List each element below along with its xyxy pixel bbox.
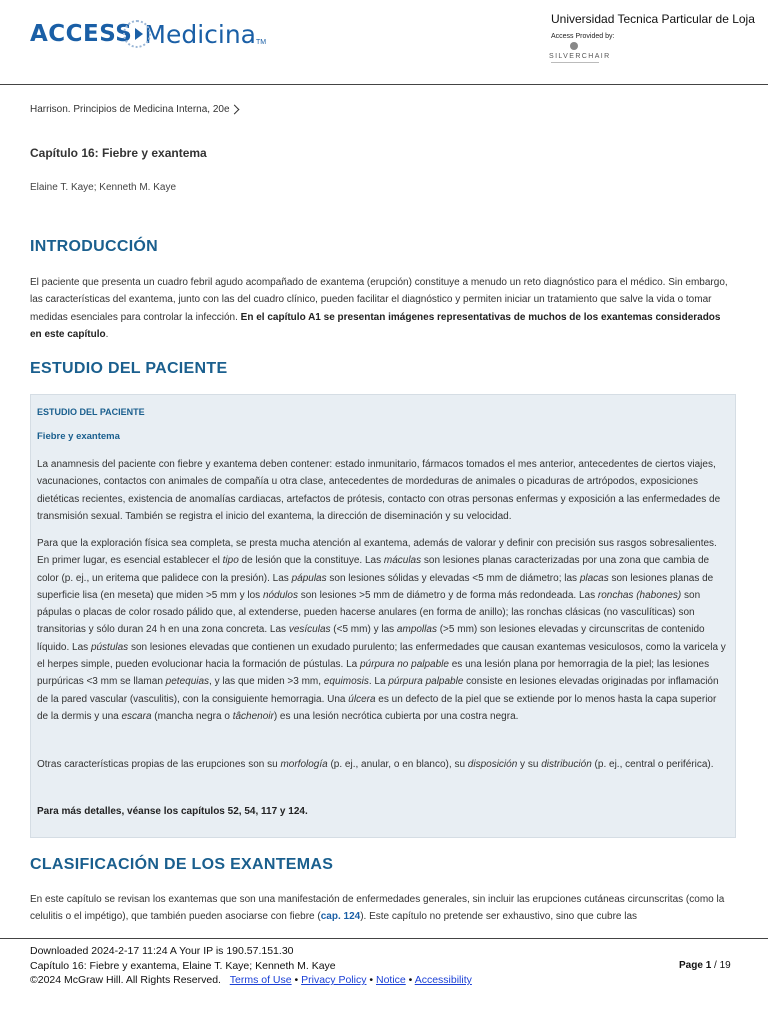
- text-segment: es un defecto de la piel que se extiende por lo menos hasta la capa superior de la dermis y una: [37, 693, 717, 722]
- text-segment: es una lesión plana por hemorragia de la piel; las lesiones purpúricas <3 mm se llaman: [37, 659, 710, 688]
- box-subheading: Fiebre y exantema: [37, 431, 120, 442]
- box-heading: ESTUDIO DEL PACIENTE: [37, 407, 145, 417]
- institution-name: Universidad Tecnica Particular de Loja: [551, 12, 755, 26]
- italic-term: ronchas (habones): [597, 589, 682, 601]
- clasificacion-text-b: ). Este capítulo no pretende ser exhaustivo, sino que cubre las: [360, 911, 638, 923]
- italic-term: ampollas: [396, 624, 437, 636]
- approach-box: [30, 394, 736, 838]
- text-segment: son lesiones sólidas y elevadas <5 mm de diámetro; las: [326, 572, 580, 584]
- terms-of-use-link[interactable]: Terms of Use: [229, 974, 292, 986]
- italic-term: escara: [121, 710, 152, 722]
- text-segment: son lesiones planas de superficie lisa (en meseta) que miden >5 mm y los: [37, 572, 714, 601]
- chapter-authors: Elaine T. Kaye; Kenneth M. Kaye: [30, 182, 177, 193]
- silverchair-underline: [551, 62, 599, 63]
- italic-term: equimosis: [323, 676, 369, 688]
- logo-access-text: ACCESS: [30, 21, 133, 47]
- text-segment: de lesión que la constituye. Las: [238, 555, 384, 567]
- silverchair-logo-icon: [570, 42, 578, 50]
- notice-link[interactable]: Notice: [375, 974, 406, 986]
- box-paragraph-2: [37, 535, 727, 725]
- text-segment: (p. ej., central o periférica).: [591, 759, 714, 770]
- intro-paragraph: [30, 274, 730, 343]
- breadcrumb-book[interactable]: Harrison. Principios de Medicina Interna, 20e: [30, 104, 230, 115]
- chevron-right-icon: [229, 105, 239, 115]
- section-heading-introduccion: INTRODUCCIÓN: [30, 238, 159, 255]
- text-segment: , y las que miden >3 mm,: [209, 676, 324, 688]
- italic-term: nódulos: [262, 589, 298, 601]
- italic-term: vesículas: [288, 624, 331, 636]
- text-segment: Para que la exploración física sea completa, se presta mucha atención al exantema, además de valorar y definir con precisión sus rasgos sobresalientes. En primer lugar, es esencial establecer el: [37, 538, 717, 567]
- text-segment: (>5 mm) son lesiones elevadas y circunscritas de contenido líquido. Las: [37, 624, 705, 653]
- chapter-124-link[interactable]: cap. 124: [320, 911, 361, 923]
- text-segment: ) es una lesión necrótica cubierta por una costra negra.: [273, 710, 519, 722]
- italic-term: morfología: [280, 759, 328, 770]
- clasificacion-text-a: En este capítulo se revisan los exantemas que son una manifestación de enfermedades generales, sin incluir las erupciones cutáneas circunscritas (como la celulitis o el impétigo), que también pueden asociarse con fiebre (: [30, 894, 725, 923]
- text-segment: son lesiones >5 mm de diámetro y de forma más redondeada. Las: [297, 589, 598, 601]
- page-number: [679, 960, 731, 971]
- intro-end: .: [105, 328, 109, 340]
- italic-term: máculas: [383, 555, 422, 567]
- access-provided-by: Access Provided by:: [551, 33, 615, 40]
- italic-term: púrpura no palpable: [359, 659, 449, 671]
- box-paragraph-1: La anamnesis del paciente con fiebre y exantema deben contener: estado inmunitario, fármacos tomados el mes anterior, antecedentes de ciertos viajes, vacunaciones, contactos con animales de compañía u otra clase, antecedentes de mordeduras de animales o picaduras de artrópodos, exposiciones dietéticas recientes, existencia de anomalías cardiacas, artefactos de prótesis, contacto con otras personas enfermas y exposición a las enfermedades de transmisión sexual. También se registra el inicio del exantema, la dirección de diseminación y su velocidad.: [37, 459, 721, 522]
- text-segment: consiste en lesiones elevadas originadas por inflamación de la pared vascular (vasculitis), con la consiguiente hemorragia. Una: [37, 676, 719, 705]
- italic-term: tipo: [222, 555, 239, 567]
- page-label: Page: [679, 960, 703, 971]
- box-paragraph-4: Para más detalles, véanse los capítulos 52, 54, 117 y 124.: [37, 806, 308, 817]
- download-info: Downloaded 2024-2-17 11:24 A Your IP is 190.57.151.30: [30, 945, 294, 957]
- page-footer: [0, 938, 768, 986]
- section-heading-clasificacion: CLASIFICACIÓN DE LOS EXANTEMAS: [30, 856, 334, 873]
- text-segment: son lesiones elevadas que contienen un exudado purulento; las enfermedades que causan exantemas vesiculosos, como la varicela y el herpes simple, pueden evolucionar hacia la formación de pústulas. La: [37, 641, 726, 671]
- box-paragraph-3: [37, 756, 727, 773]
- page-header: [0, 0, 768, 85]
- page-total: / 19: [714, 960, 731, 971]
- italic-term: púrpura palpable: [388, 676, 464, 688]
- text-segment: (<5 mm) y las: [330, 624, 397, 636]
- italic-term: tâchenoir: [232, 710, 274, 722]
- text-segment: y su: [517, 759, 542, 770]
- accessmedicina-logo[interactable]: [30, 14, 266, 54]
- text-segment: son lesiones planas caracterizadas por una zona que cambia de color (p. ej., un eritema que palidece con la presión). Las: [37, 555, 710, 584]
- logo-trademark: TM: [256, 39, 267, 46]
- logo-medicina-text: Medicina: [144, 19, 256, 49]
- italic-term: pústulas: [90, 641, 129, 653]
- citation: Capítulo 16: Fiebre y exantema, Elaine T. Kaye; Kenneth M. Kaye: [30, 960, 336, 972]
- copyright-text: ©2024 McGraw Hill. All Rights Reserved.: [30, 974, 221, 986]
- italic-term: placas: [579, 572, 609, 584]
- section-heading-estudio: ESTUDIO DEL PACIENTE: [30, 360, 228, 377]
- privacy-policy-link[interactable]: Privacy Policy: [301, 974, 367, 986]
- italic-term: distribución: [541, 759, 592, 770]
- text-segment: Otras características propias de las erupciones son su: [37, 759, 281, 770]
- page-current: 1: [705, 960, 712, 971]
- italic-term: petequias: [165, 676, 210, 688]
- text-segment: . La: [368, 676, 389, 688]
- intro-bold-text: En el capítulo A1 se presentan imágenes representativas de muchos de los exantemas considerados en este capítulo: [30, 311, 721, 340]
- clasificacion-paragraph: [30, 891, 730, 926]
- text-segment: (mancha negra o: [151, 710, 233, 722]
- italic-term: úlcera: [348, 693, 376, 705]
- text-segment: (p. ej., anular, o en blanco), su: [327, 759, 468, 770]
- logo-arrow-icon: [135, 28, 143, 40]
- text-segment: son pápulas o placas de color rosado pálido que, al extenderse, pueden hacerse anulares (en forma de anillo); las ronchas clásicas (no vasculíticas) son transitorias y sólo duran 24 h en una zona concreta. Las: [37, 589, 701, 636]
- italic-term: pápulas: [291, 572, 327, 584]
- breadcrumb[interactable]: [30, 104, 238, 115]
- intro-text: El paciente que presenta un cuadro febril agudo acompañado de exantema (erupción) constituye a menudo un reto diagnóstico para el médico. Sin embargo, las características del exantema, junto con las del cuadro clínico, pueden facilitar el diagnóstico y permiten iniciar un tratamiento que salve la vida o tomar medidas esenciales para controlar la infección.: [30, 277, 728, 323]
- accessibility-link[interactable]: Accessibility: [414, 974, 472, 986]
- italic-term: disposición: [467, 759, 518, 770]
- copyright-line: ©2024 McGraw Hill. All Rights Reserved. Terms of Use • Privacy Policy • Notice • Accessibility: [30, 974, 472, 986]
- silverchair-logo-text: SILVERCHAIR: [549, 53, 611, 60]
- chapter-title: Capítulo 16: Fiebre y exantema: [30, 146, 207, 160]
